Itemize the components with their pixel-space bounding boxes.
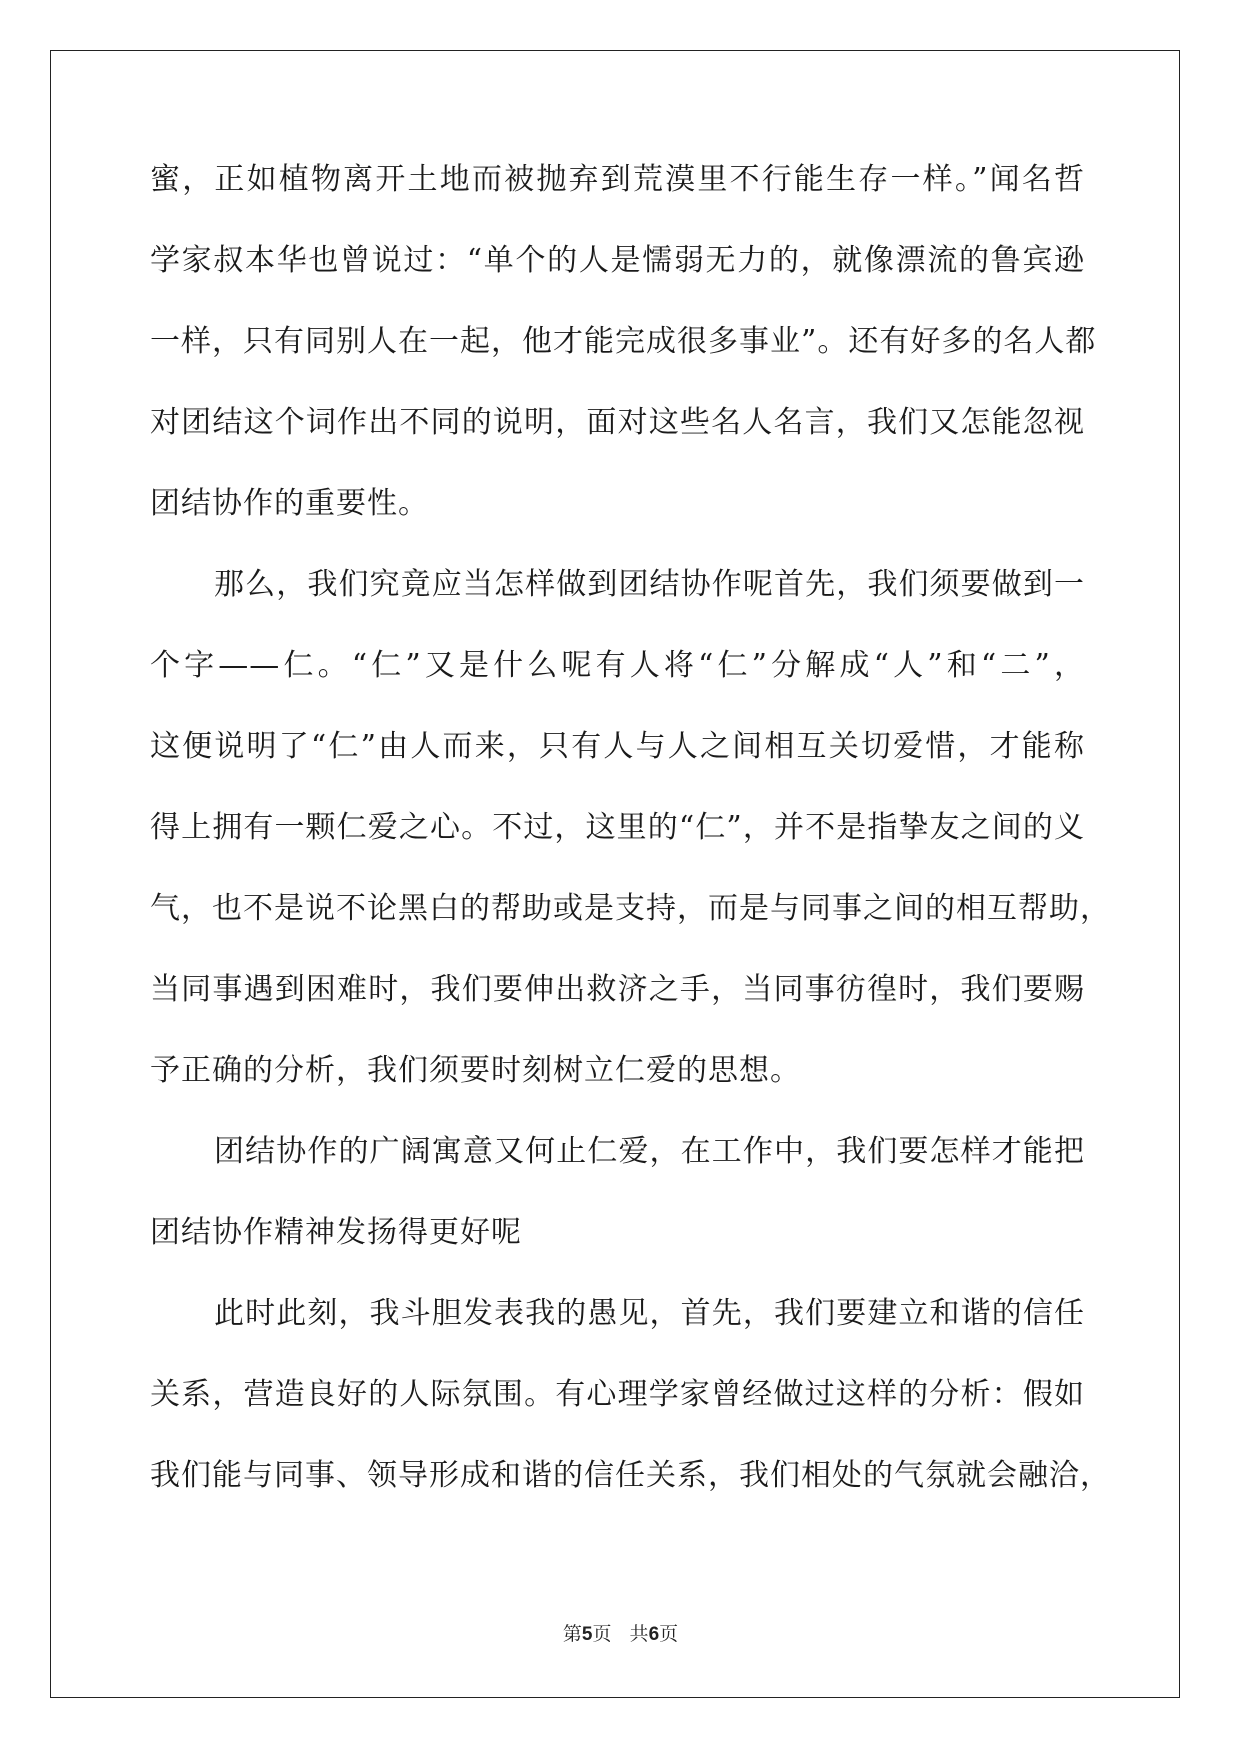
paragraph-start: 那么，我们究竟应当怎样做到团结协作呢首先，我们须要做到一 (214, 567, 1085, 602)
footer-suffix: 页 (659, 1623, 679, 1645)
text-line: 得上拥有一颗仁爱之心。不过，这里的“仁”，并不是指挚友之间的义 (150, 810, 1085, 845)
text-line: 团结协作的重要性。 (150, 486, 429, 521)
page-footer (0, 1622, 1241, 1647)
footer-mid: 页 共 (592, 1623, 649, 1645)
text-line: 对团结这个词作出不同的说明，面对这些名人名言，我们又怎能忽视 (150, 405, 1085, 440)
text-line: 一样，只有同别人在一起，他才能完成很多事业”。还有好多的名人都 (150, 324, 1097, 359)
text-line: 我们能与同事、领导形成和谐的信任关系，我们相处的气氛就会融洽， (150, 1458, 1111, 1493)
paragraph-start: 此时此刻，我斗胆发表我的愚见，首先，我们要建立和谐的信任 (214, 1296, 1085, 1331)
total-pages-number: 6 (648, 1624, 660, 1645)
current-page-number: 5 (581, 1624, 593, 1645)
text-line: 这便说明了“仁”由人而来，只有人与人之间相互关切爱惜，才能称 (150, 729, 1085, 764)
text-line: 气，也不是说不论黑白的帮助或是支持，而是与同事之间的相互帮助， (150, 891, 1111, 926)
text-line: 团结协作精神发扬得更好呢 (150, 1215, 522, 1250)
text-line: 予正确的分析，我们须要时刻树立仁爱的思想。 (150, 1053, 801, 1088)
footer-prefix: 第 (562, 1623, 582, 1645)
document-body (150, 160, 1111, 1537)
text-line: 当同事遇到困难时，我们要伸出救济之手，当同事彷徨时，我们要赐 (150, 972, 1085, 1007)
text-line: 蜜，正如植物离开土地而被抛弃到荒漠里不行能生存一样。”闻名哲 (150, 162, 1085, 197)
paragraph-start: 团结协作的广阔寓意又何止仁爱，在工作中，我们要怎样才能把 (214, 1134, 1085, 1169)
text-line: 个字——仁。“仁”又是什么呢有人将“仁”分解成“人”和“二”， (150, 648, 1085, 683)
text-line: 关系，营造良好的人际氛围。有心理学家曾经做过这样的分析：假如 (150, 1377, 1085, 1412)
text-line: 学家叔本华也曾说过：“单个的人是懦弱无力的，就像漂流的鲁宾逊 (150, 243, 1085, 278)
